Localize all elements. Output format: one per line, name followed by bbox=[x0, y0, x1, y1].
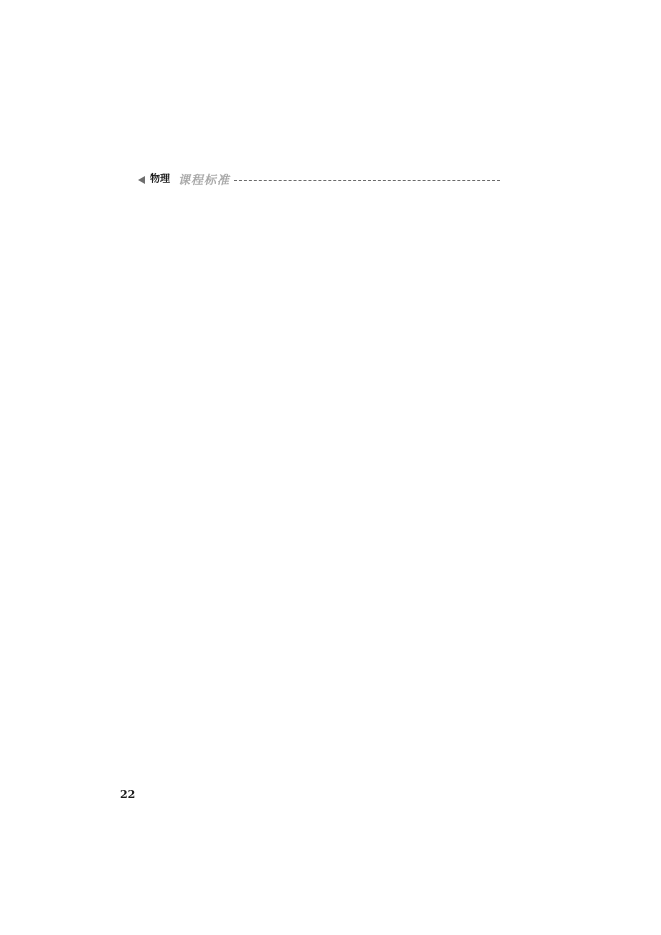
page-number: 22 bbox=[120, 788, 136, 801]
header-dotted-rule bbox=[234, 180, 500, 181]
running-header bbox=[138, 174, 500, 188]
triangle-left-icon bbox=[138, 176, 145, 184]
header-series-title: 课程标准 bbox=[178, 173, 231, 187]
header-subject: 物理 bbox=[150, 174, 170, 185]
